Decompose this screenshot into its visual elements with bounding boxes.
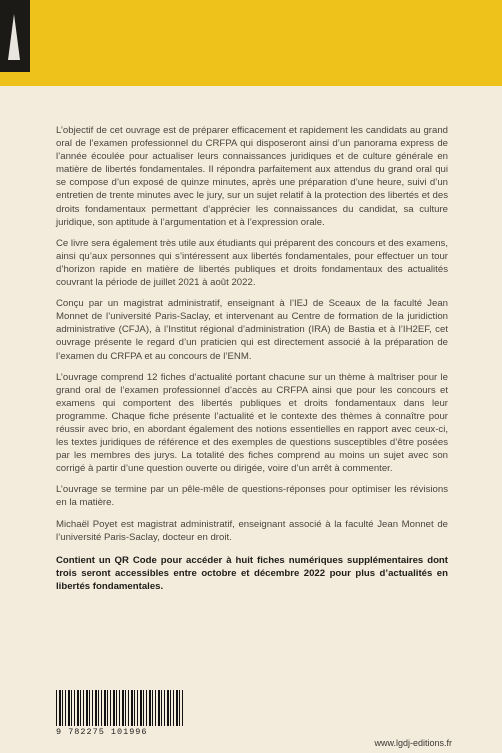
paragraph-objective: L’objectif de cet ouvrage est de préparer efficacement et rapidement les candidats au grand oral de l’examen professionnel du CRFPA qui disposeront ainsi d’un panorama express de l’année écoulée pour actualiser leurs connaissances juridiques et de culture générale en matière de libertés fondamentales. Il répondra parfaitement aux attendus du grand oral qui se compose d’un exposé de quinze minutes, après une préparation d’une heure, suivi d’un entretien de trente minutes avec le jury, sur un sujet relatif à la protection des libertés et des droits fondamentaux permettant d’apprécier les connaissances du candidat, sa culture juridique, son aptitude à l’argumentation et à l’expression orale.	[56, 125, 448, 228]
barcode-icon	[56, 690, 184, 726]
paragraph-author-role: Conçu par un magistrat administratif, enseignant à l’IEJ de Sceaux de la faculté Jean Monnet de l’université Paris-Saclay, et intervenant au Centre de formation de la juridiction administrative (CFJA), à l’Institut régional d’administration (IRA) de Bastia et à l’IH2EF, cet ouvrage présente le regard d’un praticien qui est directement associé à la préparation de l’examen du CRFPA et au concours de l’ENM.	[56, 298, 448, 362]
paragraph-ending: L’ouvrage se termine par un pêle-mêle de questions-réponses pour optimiser les révisions en la matière.	[56, 484, 448, 509]
publisher-website: www.lgdj-editions.fr	[374, 738, 452, 748]
isbn-number: 9 782275 101996	[56, 727, 148, 737]
qr-code-notice: Contient un QR Code pour accéder à huit fiches numériques supplémentaires dont trois seront accessibles entre octobre et décembre 2022 pour plus d’actualités en libertés fondamentales.	[56, 554, 448, 592]
paragraph-audience: Ce livre sera également très utile aux étudiants qui préparent des concours et des examens, ainsi qu’aux personnes qui s’intéressent aux libertés fondamentales, pour effectuer un tour d’horizon rapide en matière de libertés publiques et droits fondamentaux des actualités couvrant la période de juillet 2021 à août 2022.	[56, 237, 448, 289]
top-color-band	[0, 0, 502, 86]
publisher-logo	[0, 0, 30, 72]
paragraph-contents: L’ouvrage comprend 12 fiches d’actualité portant chacune sur un thème à maîtriser pour le grand oral de l’examen professionnel d’accès au CRFPA ainsi que pour les concours et examens qui comportent des libertés publiques et droits fondamentaux dans leur programme. Chaque fiche présente l’actualité et le contexte des thèmes à connaître pour réussir avec brio, en abordant également des notions essentielles en rapport avec ceux-ci, les textes juridiques de référence et des exemples de questions susceptibles d’être posées par les membres des jurys. La totalité des fiches comprend au moins un sujet avec son corrigé à partir d’une question ouverte ou dirigée, voire d’un arrêt à commenter.	[56, 371, 448, 475]
paragraph-author-bio: Michaël Poyet est magistrat administratif, enseignant associé à la faculté Jean Monnet de l’université Paris-Saclay, docteur en droit.	[56, 518, 448, 543]
back-cover-text	[56, 124, 448, 601]
logo-shape-icon	[8, 14, 20, 60]
barcode	[56, 690, 186, 753]
